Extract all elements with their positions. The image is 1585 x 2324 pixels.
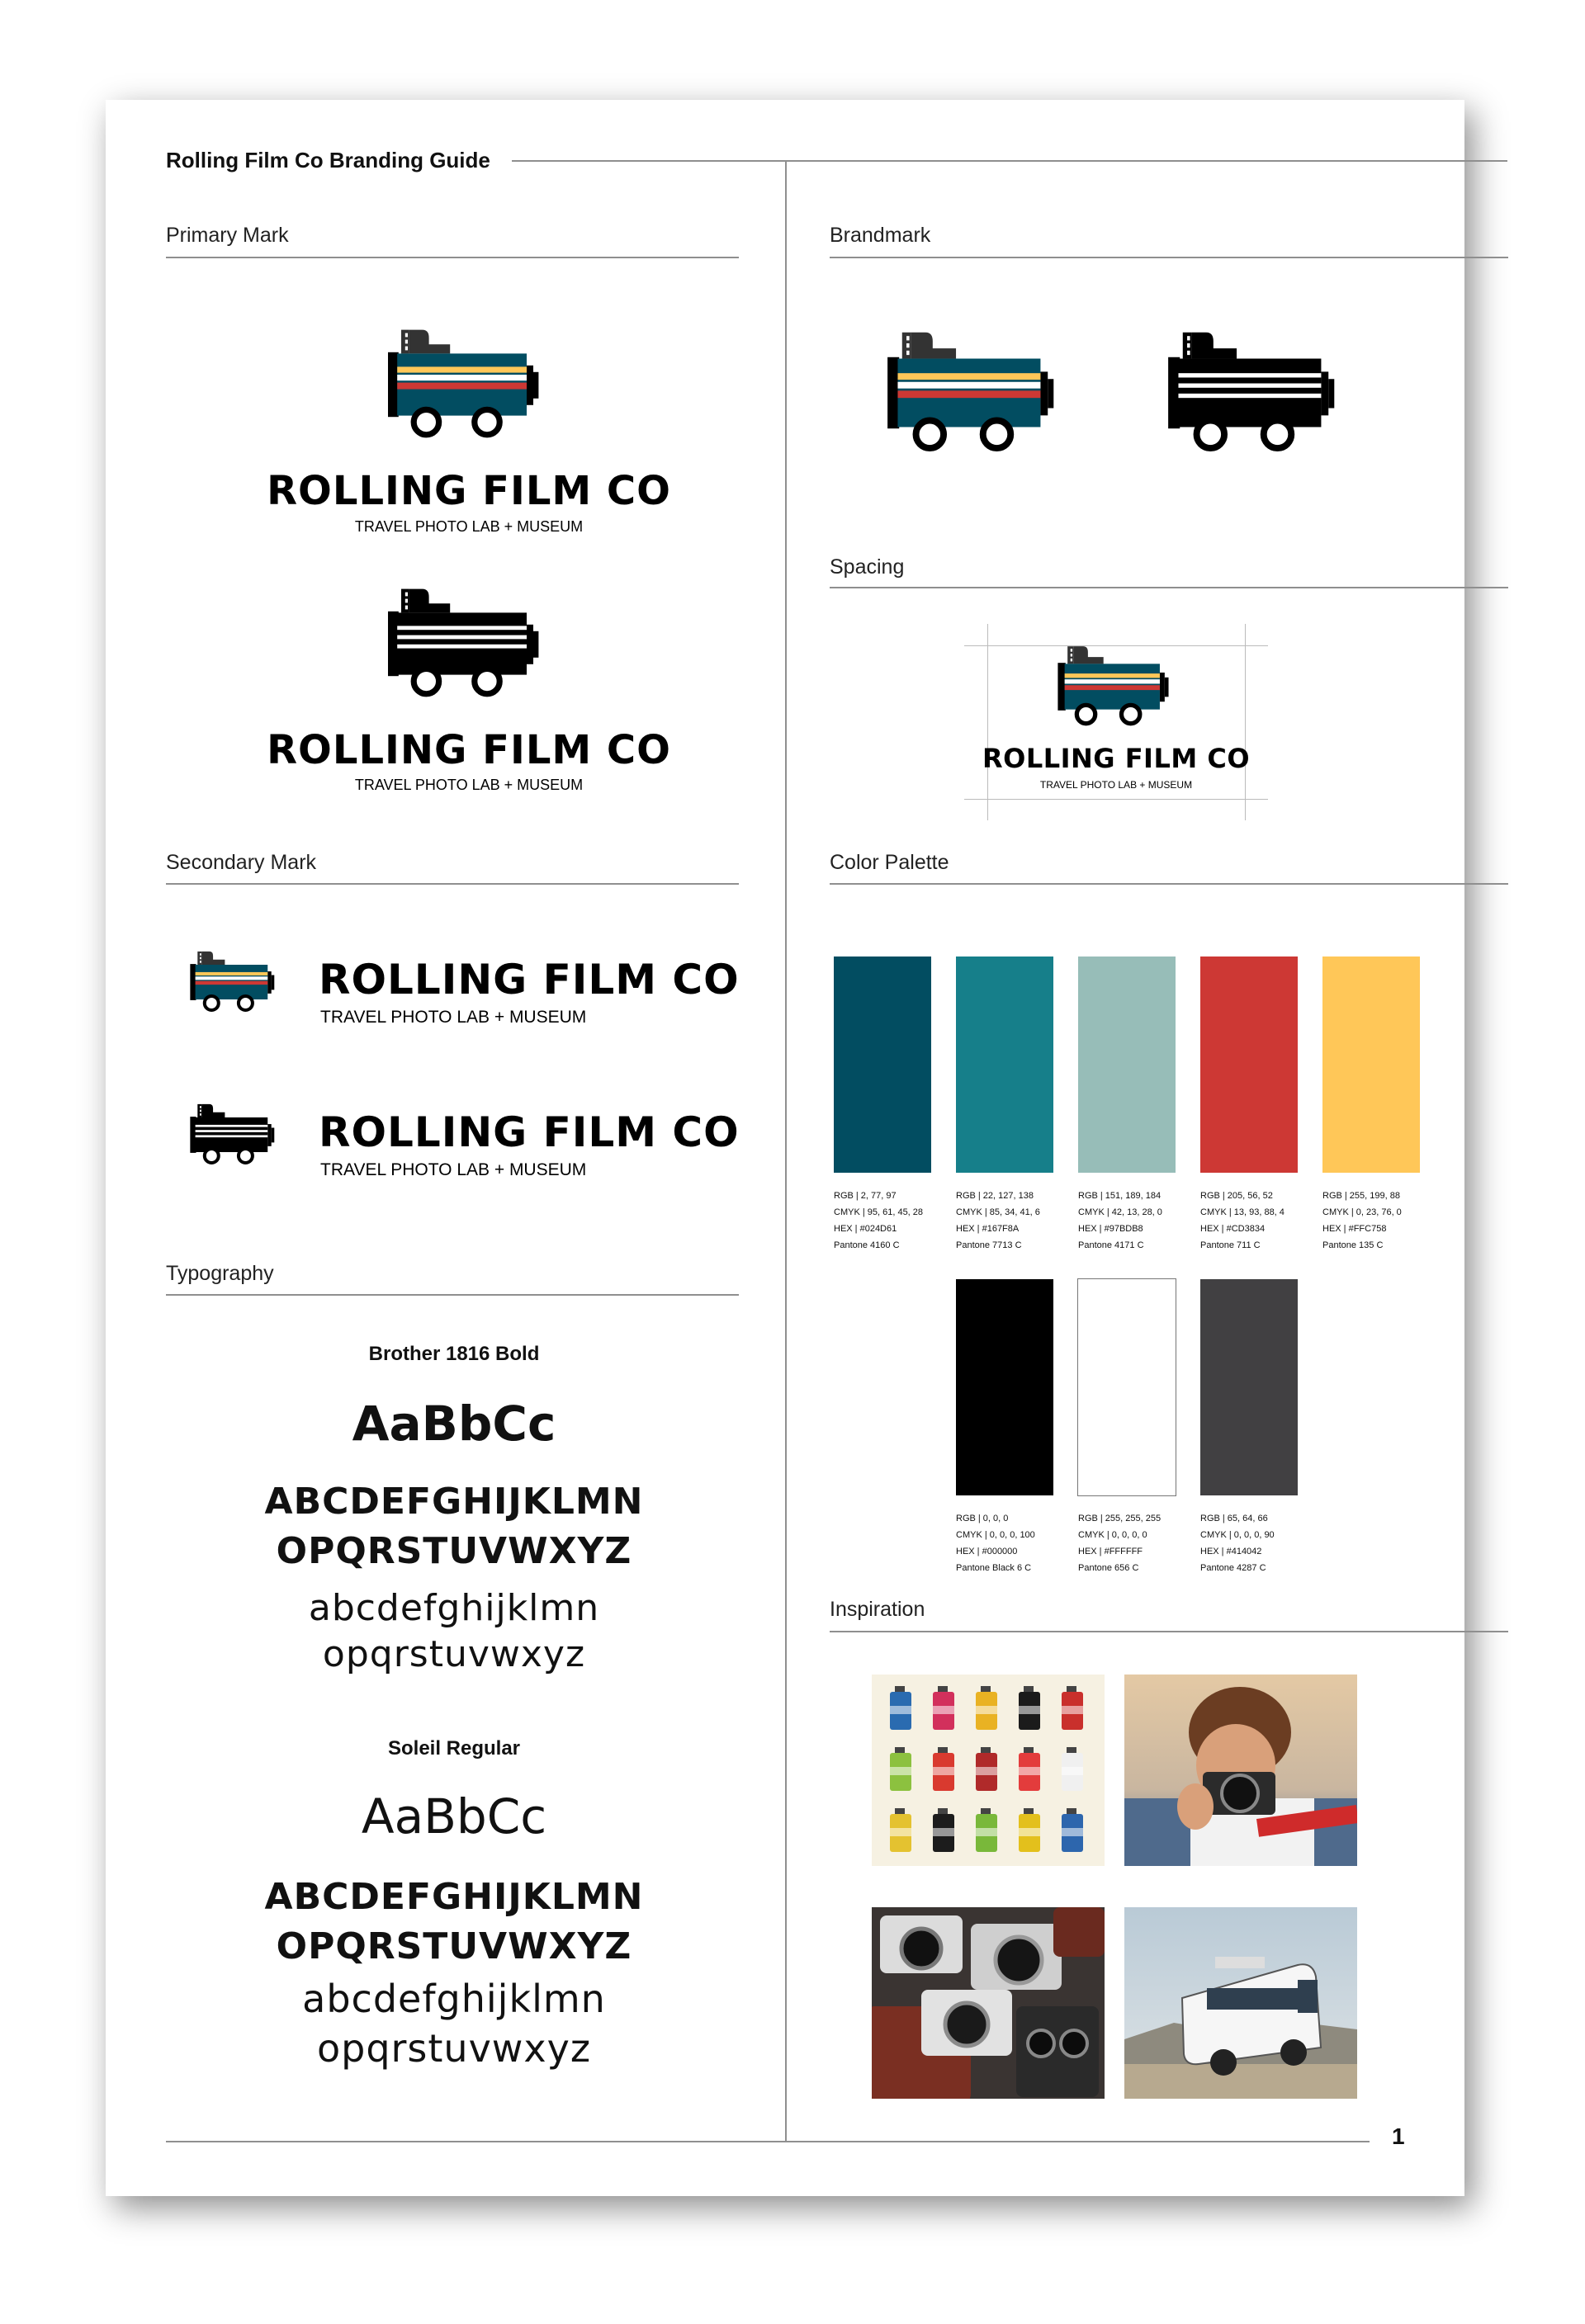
logo-name: ROLLING FILM CO xyxy=(982,743,1251,774)
swatch-hex-label: HEX | #FFFFFF xyxy=(1078,1547,1143,1556)
uppercase-line-1: ABCDEFGHIJKLMN xyxy=(264,1481,644,1523)
logo-tagline: TRAVEL PHOTO LAB + MUSEUM xyxy=(354,518,584,535)
color-swatch-info xyxy=(834,1188,958,1254)
swatch-hex-label: HEX | #CD3834 xyxy=(1200,1224,1266,1234)
section-title-secondary-mark: Secondary Mark xyxy=(166,851,317,874)
section-title-inspiration: Inspiration xyxy=(830,1598,925,1621)
section-rule xyxy=(830,883,1508,885)
color-swatch xyxy=(1078,1279,1176,1495)
swatch-rgb: RGB | 255, 255, 255 xyxy=(1078,1514,1162,1523)
section-rule xyxy=(830,257,1508,258)
branding-guide-page xyxy=(106,100,1464,2196)
brandmark-icon-black xyxy=(1167,331,1344,455)
section-title-spacing: Spacing xyxy=(830,555,905,579)
lowercase-line-2: opqrstuvwxyz xyxy=(316,2026,592,2071)
section-title-primary-mark: Primary Mark xyxy=(166,224,289,247)
swatch-rgb: RGB | 255, 199, 88 xyxy=(1322,1191,1400,1201)
swatch-cmyk: CMYK | 0, 0, 0, 100 xyxy=(956,1530,1035,1540)
color-swatch-info xyxy=(1200,1510,1324,1576)
section-rule xyxy=(830,1631,1508,1632)
font-sample-brother: AaBbCc xyxy=(352,1396,556,1452)
swatch-rgb: RGB | 65, 64, 66 xyxy=(1200,1514,1268,1523)
white-bus-image xyxy=(1124,1907,1357,2099)
uppercase-line-2: OPQRSTUVWXYZ xyxy=(276,1530,632,1572)
spacing-logo-icon xyxy=(1057,645,1175,728)
swatch-cmyk: CMYK | 13, 93, 88, 4 xyxy=(1200,1207,1285,1217)
swatch-hex-label: HEX | #FFC758 xyxy=(1322,1224,1387,1234)
footer-rule xyxy=(166,2141,1370,2142)
color-swatch xyxy=(956,1279,1053,1495)
swatch-hex-label: HEX | #414042 xyxy=(1200,1547,1262,1556)
color-swatch xyxy=(834,957,931,1173)
logo-name: ROLLING FILM CO xyxy=(319,1108,740,1156)
spacing-diagram xyxy=(964,624,1268,820)
swatch-rgb: RGB | 0, 0, 0 xyxy=(956,1514,1009,1523)
swatch-hex-label: HEX | #167F8A xyxy=(956,1224,1020,1234)
swatch-rgb: RGB | 205, 56, 52 xyxy=(1200,1191,1273,1201)
color-swatch xyxy=(1200,1279,1298,1495)
center-divider xyxy=(785,160,787,2142)
swatch-cmyk: CMYK | 0, 23, 76, 0 xyxy=(1322,1207,1402,1217)
film-canisters-image xyxy=(872,1675,1105,1866)
person-with-camera-image xyxy=(1124,1675,1357,1866)
section-rule xyxy=(166,883,739,885)
lowercase-line-1: abcdefghijklmn xyxy=(308,1587,600,1629)
logo-tagline: TRAVEL PHOTO LAB + MUSEUM xyxy=(354,777,584,793)
swatch-pantone: Pantone 656 C xyxy=(1078,1563,1139,1573)
section-rule xyxy=(166,1294,739,1296)
page-number: 1 xyxy=(1392,2123,1405,2149)
uppercase-line-2: OPQRSTUVWXYZ xyxy=(276,1925,632,1967)
swatch-pantone: Pantone 4160 C xyxy=(834,1240,900,1250)
swatch-rgb: RGB | 22, 127, 138 xyxy=(956,1191,1034,1201)
color-swatch xyxy=(1200,957,1298,1173)
swatch-pantone: Pantone Black 6 C xyxy=(956,1563,1032,1573)
logo-name: ROLLING FILM CO xyxy=(319,956,740,1004)
swatch-pantone: Pantone 7713 C xyxy=(956,1240,1022,1250)
swatch-hex-label: HEX | #000000 xyxy=(956,1547,1018,1556)
logo-tagline: TRAVEL PHOTO LAB + MUSEUM xyxy=(320,1008,587,1027)
logo-name: ROLLING FILM CO xyxy=(267,727,671,773)
swatch-rgb: RGB | 2, 77, 97 xyxy=(834,1191,897,1201)
logo-tagline: TRAVEL PHOTO LAB + MUSEUM xyxy=(320,1160,587,1179)
logo-name: ROLLING FILM CO xyxy=(267,468,671,514)
swatch-hex-label: HEX | #97BDB8 xyxy=(1078,1224,1143,1234)
section-title-typography: Typography xyxy=(166,1262,274,1285)
header-rule xyxy=(512,160,1507,162)
color-swatch-info xyxy=(956,1510,1080,1576)
swatch-cmyk: CMYK | 95, 61, 45, 28 xyxy=(834,1207,924,1217)
color-swatch-info xyxy=(1322,1188,1446,1254)
section-title-color-palette: Color Palette xyxy=(830,851,949,874)
swatch-pantone: Pantone 135 C xyxy=(1322,1240,1384,1250)
swatch-pantone: Pantone 711 C xyxy=(1200,1240,1261,1250)
swatch-cmyk: CMYK | 85, 34, 41, 6 xyxy=(956,1207,1040,1217)
color-swatch xyxy=(956,957,1053,1173)
color-swatch-info xyxy=(956,1188,1080,1254)
lowercase-line-1: abcdefghijklmn xyxy=(302,1977,606,2021)
font-name-soleil: Soleil Regular xyxy=(387,1737,521,1760)
swatch-cmyk: CMYK | 42, 13, 28, 0 xyxy=(1078,1207,1162,1217)
guide-title: Rolling Film Co Branding Guide xyxy=(166,148,490,172)
secondary-logo-icon-black xyxy=(190,1103,279,1166)
color-swatch-info xyxy=(1078,1188,1202,1254)
color-swatch-info xyxy=(1200,1188,1324,1254)
font-sample-soleil: AaBbCc xyxy=(361,1788,547,1845)
color-swatch xyxy=(1078,957,1176,1173)
color-swatch-info xyxy=(1078,1510,1202,1576)
color-swatch xyxy=(1322,957,1420,1173)
swatch-cmyk: CMYK | 0, 0, 0, 0 xyxy=(1078,1530,1147,1540)
section-rule xyxy=(830,587,1508,588)
wagon-logo-icon-color xyxy=(388,328,546,441)
secondary-logo-icon-color xyxy=(190,951,279,1013)
swatch-pantone: Pantone 4171 C xyxy=(1078,1240,1144,1250)
section-rule xyxy=(166,257,739,258)
swatch-pantone: Pantone 4287 C xyxy=(1200,1563,1266,1573)
section-title-brandmark: Brandmark xyxy=(830,224,931,247)
brandmark-icon-color xyxy=(887,331,1063,455)
swatch-rgb: RGB | 151, 189, 184 xyxy=(1078,1191,1162,1201)
font-name-brother: Brother 1816 Bold xyxy=(368,1343,540,1365)
wagon-logo-icon-black xyxy=(388,588,546,700)
logo-tagline: TRAVEL PHOTO LAB + MUSEUM xyxy=(1039,779,1193,791)
swatch-hex-label: HEX | #024D61 xyxy=(834,1224,897,1234)
lowercase-line-2: opqrstuvwxyz xyxy=(322,1633,586,1675)
swatch-cmyk: CMYK | 0, 0, 0, 90 xyxy=(1200,1530,1275,1540)
vintage-cameras-image xyxy=(872,1907,1105,2099)
uppercase-line-1: ABCDEFGHIJKLMN xyxy=(264,1876,644,1918)
